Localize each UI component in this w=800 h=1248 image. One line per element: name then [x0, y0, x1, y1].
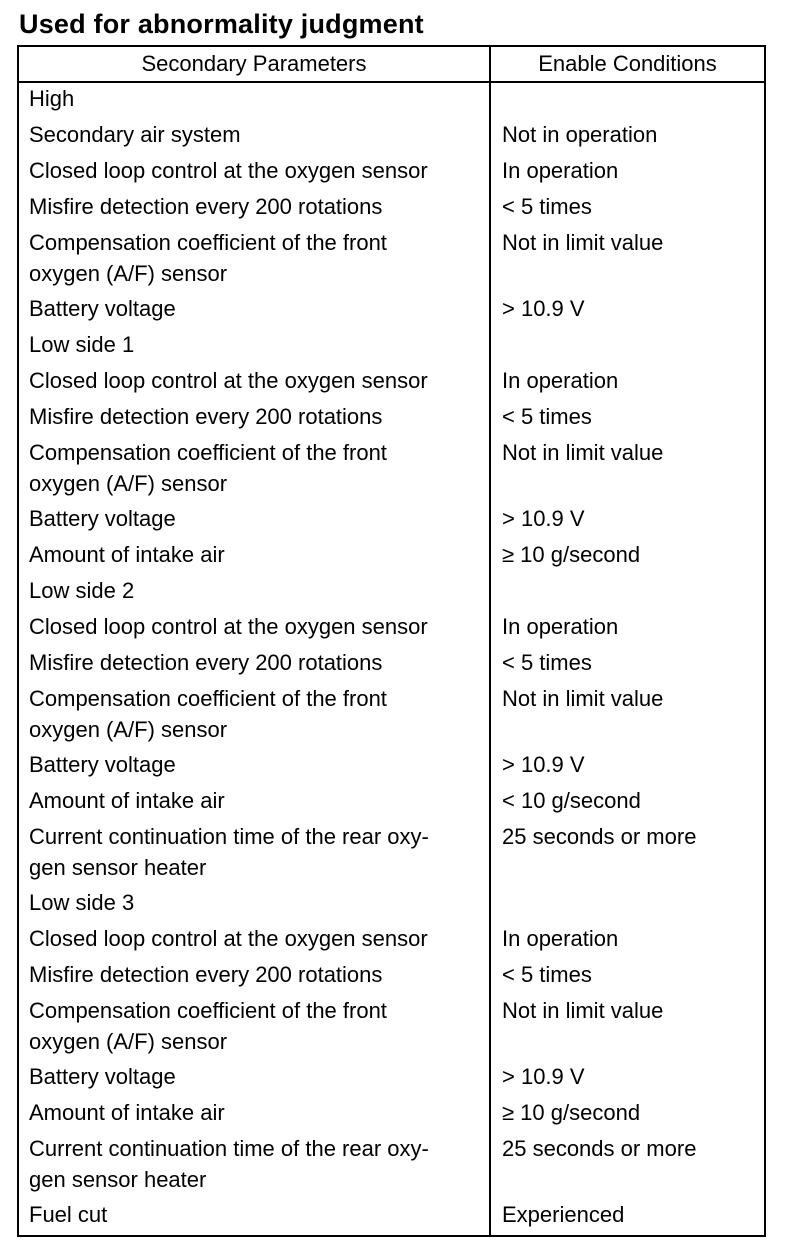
condition-cell: In operation	[502, 614, 619, 639]
parameter-cell: Misfire detection every 200 rotations	[18, 191, 490, 227]
page-title: Used for abnormality judgment	[19, 9, 424, 39]
parameter-cell: Secondary air system	[18, 119, 490, 155]
parameter-cell: Closed loop control at the oxygen sensor	[18, 365, 490, 401]
header-enable-conditions: Enable Conditions	[490, 46, 765, 82]
parameter-line: Compensation coefficient of the front	[29, 998, 387, 1023]
condition-cell: Not in limit value	[502, 686, 664, 711]
parameter-cell: Misfire detection every 200 rotations	[18, 959, 490, 995]
parameter-line: Compensation coefficient of the front	[29, 686, 387, 711]
header-secondary-parameters: Secondary Parameters	[18, 46, 490, 82]
condition-cell: Experienced	[502, 1202, 625, 1227]
table-row	[18, 365, 765, 401]
parameter-cell: Closed loop control at the oxygen sensor	[18, 155, 490, 191]
condition-cell: < 5 times	[502, 194, 592, 219]
condition-cell: ≥ 10 g/second	[502, 1100, 641, 1125]
condition-cell: Not in limit value	[502, 440, 664, 465]
parameter-line: Compensation coefficient of the front	[29, 230, 387, 255]
table-row	[18, 647, 765, 683]
condition-cell: < 5 times	[502, 404, 592, 429]
condition-cell: < 5 times	[502, 650, 592, 675]
parameter-cell: Amount of intake air	[18, 1097, 490, 1133]
table-row	[18, 683, 765, 749]
conditions-table	[17, 45, 766, 1237]
table-row	[18, 293, 765, 329]
table-row	[18, 785, 765, 821]
condition-cell: In operation	[502, 158, 619, 183]
condition-cell	[490, 329, 765, 365]
condition-cell: 25 seconds or more	[502, 824, 697, 849]
parameter-cell: Battery voltage	[18, 749, 490, 785]
parameter-cell	[18, 995, 490, 1061]
condition-cell	[490, 887, 765, 923]
table-row	[18, 995, 765, 1061]
parameter-line: Current continuation time of the rear oxy-	[29, 1136, 429, 1161]
table-row	[18, 503, 765, 539]
parameter-cell: Battery voltage	[18, 503, 490, 539]
parameter-cell: Low side 2	[18, 575, 490, 611]
parameter-line: oxygen (A/F) sensor	[29, 261, 228, 286]
parameter-cell: Amount of intake air	[18, 539, 490, 575]
parameter-cell: Battery voltage	[18, 293, 490, 329]
table-row	[18, 227, 765, 293]
parameter-line: Current continuation time of the rear oxy-	[29, 824, 429, 849]
condition-cell: Not in operation	[502, 122, 658, 147]
table-row	[18, 959, 765, 995]
table-row	[18, 191, 765, 227]
condition-cell: Not in limit value	[502, 230, 664, 255]
parameter-line: Compensation coefficient of the front	[29, 440, 387, 465]
parameter-cell: Amount of intake air	[18, 785, 490, 821]
parameter-cell	[18, 821, 490, 887]
parameter-line: oxygen (A/F) sensor	[29, 471, 228, 496]
table-row	[18, 1133, 765, 1199]
table-row	[18, 155, 765, 191]
parameter-cell	[18, 683, 490, 749]
condition-cell: In operation	[502, 926, 619, 951]
parameter-cell	[18, 437, 490, 503]
condition-cell: < 5 times	[502, 962, 592, 987]
parameter-cell: Closed loop control at the oxygen sensor	[18, 611, 490, 647]
condition-cell	[490, 82, 765, 119]
parameter-cell	[18, 227, 490, 293]
parameter-line: gen sensor heater	[29, 1167, 207, 1192]
condition-cell: < 10 g/second	[502, 788, 641, 813]
parameter-cell: Battery voltage	[18, 1061, 490, 1097]
table-row	[18, 539, 765, 575]
parameter-cell: Fuel cut	[18, 1199, 490, 1236]
table-row	[18, 923, 765, 959]
table-row	[18, 437, 765, 503]
table-row	[18, 821, 765, 887]
parameter-line: oxygen (A/F) sensor	[29, 717, 228, 742]
condition-cell: 25 seconds or more	[502, 1136, 697, 1161]
table-row	[18, 887, 765, 923]
condition-cell: In operation	[502, 368, 619, 393]
table-body	[18, 82, 765, 1236]
condition-cell: > 10.9 V	[502, 1064, 585, 1089]
table-row	[18, 401, 765, 437]
parameter-cell	[18, 1133, 490, 1199]
parameter-cell: High	[18, 82, 490, 119]
table-row	[18, 1199, 765, 1236]
table-row	[18, 1097, 765, 1133]
table-row	[18, 329, 765, 365]
parameter-cell: Closed loop control at the oxygen sensor	[18, 923, 490, 959]
table-header-row	[18, 46, 765, 82]
parameter-line: oxygen (A/F) sensor	[29, 1029, 228, 1054]
condition-cell: Not in limit value	[502, 998, 664, 1023]
parameter-cell: Low side 1	[18, 329, 490, 365]
table-row	[18, 119, 765, 155]
parameter-cell: Misfire detection every 200 rotations	[18, 647, 490, 683]
condition-cell: > 10.9 V	[502, 752, 585, 777]
condition-cell: ≥ 10 g/second	[502, 542, 641, 567]
table-row	[18, 82, 765, 119]
condition-cell: > 10.9 V	[502, 506, 585, 531]
table-row	[18, 575, 765, 611]
table-row	[18, 749, 765, 785]
parameter-cell: Misfire detection every 200 rotations	[18, 401, 490, 437]
condition-cell	[490, 575, 765, 611]
parameter-line: gen sensor heater	[29, 855, 207, 880]
table-row	[18, 1061, 765, 1097]
table-row	[18, 611, 765, 647]
condition-cell: > 10.9 V	[502, 296, 585, 321]
parameter-cell: Low side 3	[18, 887, 490, 923]
